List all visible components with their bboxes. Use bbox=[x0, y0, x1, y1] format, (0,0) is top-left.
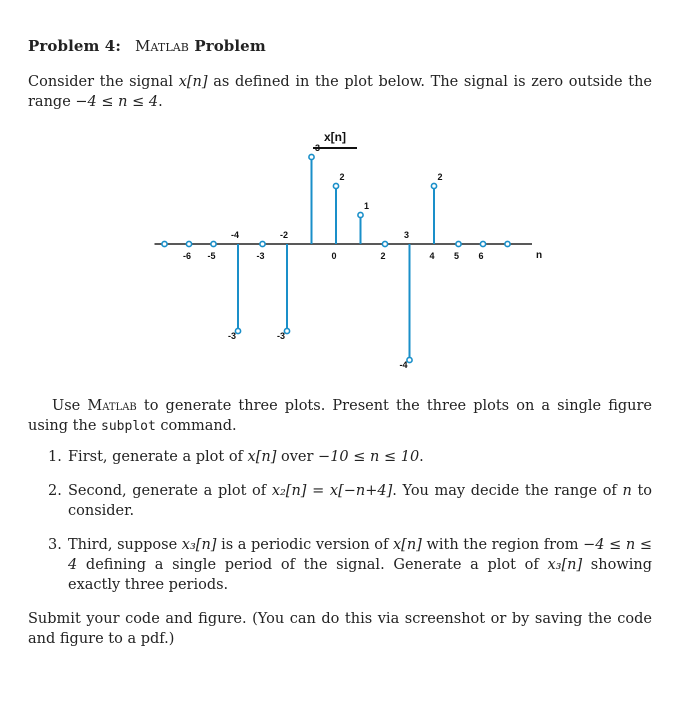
subplot-command: subplot bbox=[101, 419, 156, 434]
n-tick-label: 6 bbox=[478, 251, 484, 261]
stem-value-label: -3 bbox=[227, 331, 237, 341]
n-tick-label: 0 bbox=[331, 251, 337, 261]
task-math: x₃[n] bbox=[547, 557, 583, 573]
task-item-3 bbox=[28, 535, 652, 595]
n-tick-label: -5 bbox=[207, 251, 216, 261]
problem-number: Problem 4: bbox=[28, 37, 121, 55]
stem-marker bbox=[505, 241, 510, 246]
task-text: defining a single period of the signal. Generate a plot of bbox=[77, 557, 548, 573]
stem-marker bbox=[431, 183, 436, 188]
stem-plot-svg bbox=[28, 124, 652, 386]
stem-marker bbox=[211, 241, 216, 246]
intro-range: −4 ≤ n ≤ 4 bbox=[75, 94, 159, 110]
task-text: First, generate a plot of bbox=[68, 449, 248, 465]
task-math: n bbox=[622, 483, 632, 499]
task-math: −10 ≤ n ≤ 10 bbox=[318, 449, 420, 465]
stem-marker bbox=[260, 241, 265, 246]
matlab-word: Matlab bbox=[135, 37, 189, 55]
stem-marker bbox=[235, 328, 240, 333]
instructions-matlab: Matlab bbox=[87, 398, 137, 414]
n-axis-label: n bbox=[536, 250, 543, 261]
problem-heading bbox=[28, 36, 652, 56]
task-text: Third, suppose bbox=[68, 537, 182, 553]
stem-index-label: 3 bbox=[403, 230, 410, 240]
intro-text-a: Consider the signal bbox=[28, 74, 179, 90]
task-math: x₂[n] = x[−n+4] bbox=[271, 483, 393, 499]
task-text: over bbox=[276, 449, 319, 465]
stem-value-label: 2 bbox=[339, 172, 345, 182]
instructions-text-c: command. bbox=[155, 418, 237, 434]
task-number: 1. bbox=[48, 449, 62, 465]
instructions-paragraph bbox=[28, 396, 652, 437]
stem-marker bbox=[162, 241, 167, 246]
task-text: Second, generate a plot of bbox=[68, 483, 272, 499]
stem-marker bbox=[407, 357, 412, 362]
problem-word: Problem bbox=[194, 37, 266, 55]
stem-value-label: -4 bbox=[399, 360, 408, 370]
stem-marker bbox=[358, 212, 363, 217]
task-item-1 bbox=[28, 447, 652, 467]
n-tick-label: 4 bbox=[429, 251, 435, 261]
task-text: with the region from bbox=[421, 537, 584, 553]
task-number: 3. bbox=[48, 537, 62, 553]
stem-marker bbox=[333, 183, 338, 188]
submit-paragraph: Submit your code and figure. (You can do this via screenshot or by saving the code and figure to a pdf.) bbox=[28, 611, 652, 647]
stem-index-label: -4 bbox=[230, 230, 240, 240]
task-text: to consider. bbox=[68, 483, 652, 519]
task-text: . bbox=[419, 449, 424, 465]
stem-index-label: -2 bbox=[279, 230, 289, 240]
stem-plot bbox=[28, 124, 652, 386]
stem-marker bbox=[480, 241, 485, 246]
task-math: x[n] bbox=[393, 537, 422, 553]
task-math: x[n] bbox=[247, 449, 277, 465]
plot-title: x[n] bbox=[324, 130, 346, 144]
problem-page bbox=[28, 36, 652, 649]
task-number: 2. bbox=[48, 483, 62, 499]
intro-text-b: as defined in the plot below. The signal is zero outside the range bbox=[28, 74, 653, 110]
stem-marker bbox=[382, 241, 387, 246]
task-text: . You may decide the range of bbox=[392, 483, 623, 499]
n-tick-label: -3 bbox=[256, 251, 265, 261]
stem-value-label: 3 bbox=[314, 143, 321, 153]
n-tick-labels bbox=[183, 251, 484, 261]
stem-marker bbox=[456, 241, 461, 246]
intro-signal: x[n] bbox=[178, 74, 208, 90]
stem-value-label: 2 bbox=[437, 172, 443, 182]
n-tick-label: 2 bbox=[380, 251, 386, 261]
stem-value-label: 1 bbox=[363, 201, 370, 211]
task-text: is a periodic version of bbox=[216, 537, 393, 553]
stem-marker bbox=[284, 328, 289, 333]
stem-value-label: -3 bbox=[276, 331, 286, 341]
intro-text-c: . bbox=[158, 94, 163, 110]
instructions-text-b: to generate three plots. Present the three plots on a single figure using the bbox=[28, 398, 652, 434]
instructions-text-a: Use bbox=[52, 398, 88, 414]
task-math: x₃[n] bbox=[181, 537, 217, 553]
n-tick-label: -6 bbox=[182, 251, 192, 261]
task-text: showing exactly three periods. bbox=[68, 557, 652, 593]
stem-marker bbox=[186, 241, 191, 246]
task-list bbox=[28, 447, 652, 595]
task-math: −4 ≤ n ≤ 4 bbox=[68, 537, 652, 573]
task-item-2 bbox=[28, 481, 652, 521]
stem-marker bbox=[309, 154, 314, 159]
n-tick-label: 5 bbox=[453, 251, 460, 261]
intro-paragraph bbox=[28, 72, 652, 112]
